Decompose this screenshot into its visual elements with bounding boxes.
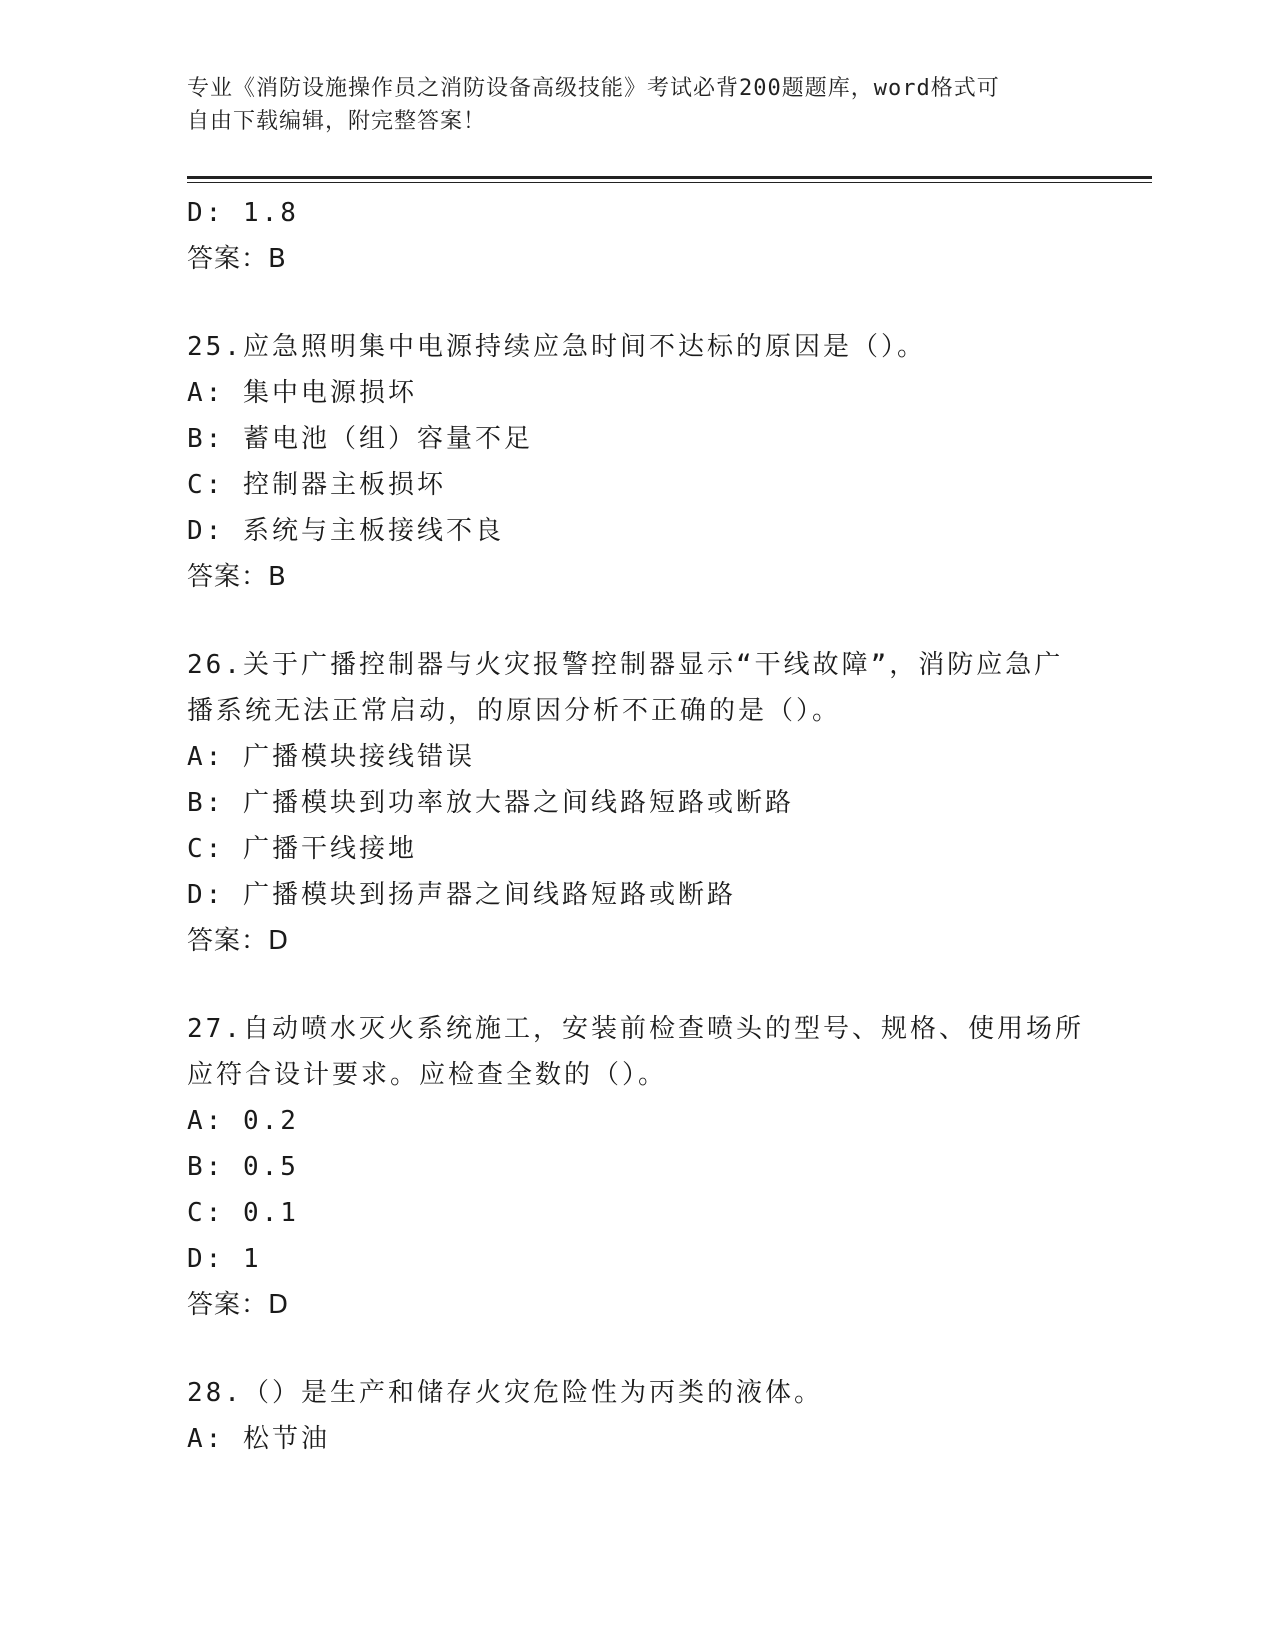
option-a: A: 松节油	[187, 1424, 330, 1454]
question-text: 25.应急照明集中电源持续应急时间不达标的原因是（）。	[187, 332, 926, 362]
question-text: 27.自动喷水灭火系统施工，安装前检查喷头的型号、规格、使用场所	[187, 1014, 1084, 1044]
option-d: D: 广播模块到扬声器之间线路短路或断路	[187, 880, 736, 910]
option-b: B: 广播模块到功率放大器之间线路短路或断路	[187, 788, 794, 818]
answer: 答案：D	[187, 1290, 290, 1320]
question-text: 26.关于广播控制器与火灾报警控制器显示“干线故障”，消防应急广	[187, 650, 1064, 680]
answer: 答案：D	[187, 926, 290, 956]
option-c: C: 控制器主板损坏	[187, 470, 446, 500]
header-rule-thick	[187, 176, 1152, 179]
header-line-1: 专业《消防设施操作员之消防设备高级技能》考试必背200题题库，word格式可	[187, 76, 1000, 101]
option-d: D: 1.8	[187, 198, 299, 228]
question-25	[187, 324, 1087, 600]
option-a: A: 0.2	[187, 1106, 299, 1136]
option-d: D: 1	[187, 1244, 262, 1274]
question-text-continued: 应符合设计要求。应检查全数的（）。	[187, 1060, 668, 1090]
option-c: C: 0.1	[187, 1198, 299, 1228]
question-list	[187, 190, 1087, 1462]
option-c: C: 广播干线接地	[187, 834, 417, 864]
question-27	[187, 1006, 1087, 1328]
option-b: B: 0.5	[187, 1152, 299, 1182]
header-line-2: 自由下载编辑，附完整答案！	[187, 109, 487, 134]
question-26	[187, 642, 1087, 964]
header-rule-thin	[187, 182, 1152, 183]
question-text: 28.（）是生产和储存火灾危险性为丙类的液体。	[187, 1378, 823, 1408]
question-text-continued: 播系统无法正常启动，的原因分析不正确的是（）。	[187, 696, 842, 726]
option-a: A: 集中电源损坏	[187, 378, 417, 408]
question-28	[187, 1370, 1087, 1462]
option-b: B: 蓄电池（组）容量不足	[187, 424, 533, 454]
answer: 答案：B	[187, 562, 287, 592]
option-a: A: 广播模块接线错误	[187, 742, 475, 772]
answer: 答案：B	[187, 244, 287, 274]
document-header	[187, 72, 1067, 138]
option-d: D: 系统与主板接线不良	[187, 516, 504, 546]
